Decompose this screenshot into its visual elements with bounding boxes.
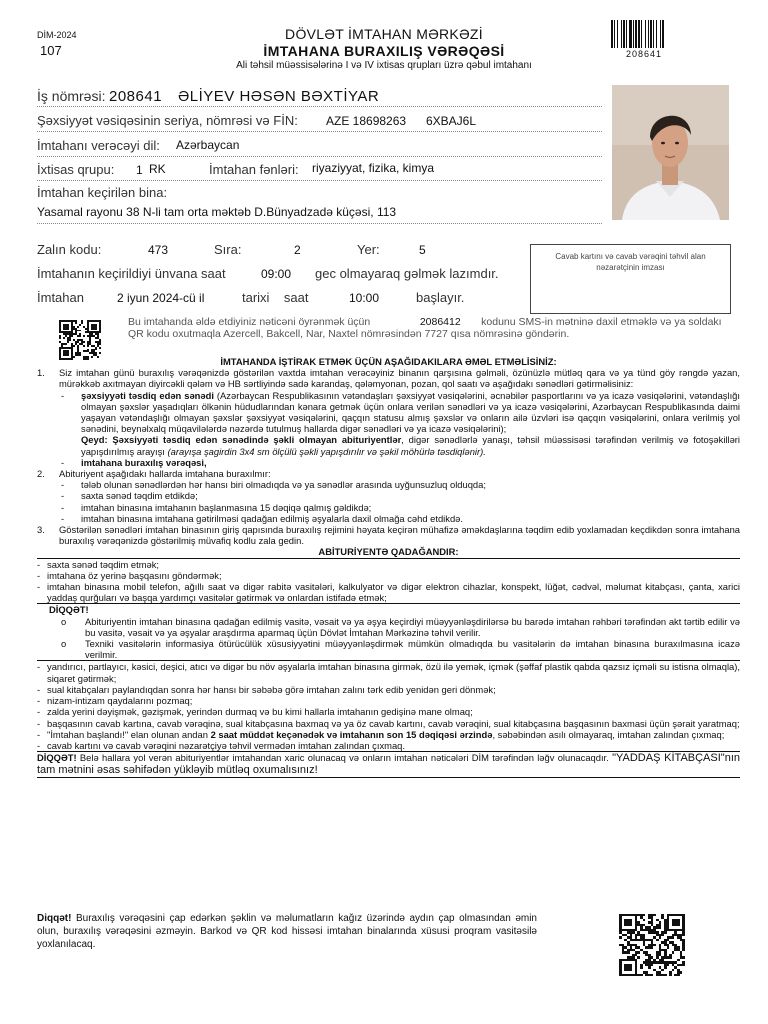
hall-code-label: Zalın kodu: xyxy=(37,242,102,257)
ban-3: - imtahan binasına mobil telefon, ağıllı saat və digər rabitə vasitələri, kalkulyator və digər elektron cihazlar, konspekt, lüğət, cədvəl, məlumat kitabçası, çanta, xarici yaddaş qurğuları və başqa yardımçı vasitələr gətirmək və onlardan istifadə etmək; xyxy=(37,581,740,604)
group-label: İxtisas qrupu: xyxy=(37,162,115,177)
ban-7-text: zalda yerini dəyişmək, gəzişmək, yerindən durmaq və bu kimi hallarla imtahanın gedişinə mane olmaq; xyxy=(47,706,473,718)
rule-2: 2. Abituriyent aşağıdakı hallarda imtahana buraxılmır: xyxy=(37,468,271,480)
footer-bold: Diqqət! xyxy=(37,913,72,924)
barcode xyxy=(611,20,677,59)
language-value: Azərbaycan xyxy=(176,138,240,152)
rule-1a: - şəxsiyyəti təsdiq edən sənədi (Azərbaycan Respublikasının vətəndaşları şəxsiyyət vəsiqələrini, əcnəbilər pasportlarını və ya icazə vəsiqələrini, vətəndaşlığı olmayan şəxslər yaşadıqları ölkənin hüdudlarından kənara getmək üçün onlara verilən sənədləri və ya icazə vəsiqələrini, Azərbaycan Respublikasında daimi yaşayan vətəndaşlığı olmayan şəxslər şəxsiyyət vəsiqələrini, qaçqın statusu almış şəxslər və onların ailə üzvləri isə qaçqın vəsiqələrini, onlara verilmiş yol sənədini, beynəlxalq müqavilələrdə nəzərdə tutulmuş hallarda digər sənədləri və ya icazə vəsiqələrini); Qeyd: Şəxsiyyəti təsdiq edən sənədində şəkli olmayan abituriyentlər, digər sənədlərlə yanaşı, təhsil müəssisəsi tərəfindən verilmiş və fotoşəkilləri yapışdırılmış arayışı (arayışa şagirdin 3x4 sm ölçülü şəkli yapışdırılır və şəkil möhürlə təsdiqlənir). xyxy=(61,389,740,457)
rule-1a-text: (Azərbaycan Respublikasının vətəndaşları şəxsiyyət vəsiqələrini, əcnəbilər pasportlarını və ya icazə vəsiqələrini, vətəndaşlığı olmayan şəxslər yaşadıqları ölkənin hüdudlarından kənara getmək üçün onlara verilən sənədləri və ya icazə vəsiqələrini, Azərbaycan Respublikasında daimi yaşayan vətəndaşlığı olmayan şəxslər şəxsiyyət vəsiqələrini, qaçqın statusu almış şəxslər və onların ailə üzvləri isə qaçqın vəsiqələrini, onlara verilmiş yol sənədini, beynəlxalq müqavilələrdə nəzərdə tutulmuş hallarda digər sənədləri və ya icazə vəsiqələrini); xyxy=(81,389,740,435)
divider-line xyxy=(37,106,602,107)
seat-value: 5 xyxy=(419,243,426,257)
qr-code-footer[interactable] xyxy=(619,914,685,976)
candidate-name: ƏLİYEV HƏSƏN BƏXTİYAR xyxy=(178,88,380,105)
job-number: 208641 xyxy=(109,88,163,105)
arrive-label: İmtahanın keçirildiyi ünvana saat xyxy=(37,266,226,281)
ban-1-text: saxta sənəd təqdim etmək; xyxy=(47,558,160,570)
sms-info xyxy=(128,316,728,340)
sms-info-pre: Bu imtahanda əldə etdiyiniz nəticəni öyrənmək üçün xyxy=(128,316,371,328)
arrive-suffix: gec olmayaraq gəlmək lazımdır. xyxy=(315,266,499,281)
row-value: 2 xyxy=(294,243,301,257)
final-warning-bold: DİQQƏT! xyxy=(37,752,77,764)
ban-9-post: , səbəbindən asılı olmayaraq, imtahan zalından çıxmaq; xyxy=(492,728,725,740)
attention-2: o Texniki vasitələrin informasiya ötürücülük xüsusiyyətini müəyyənləşdirmək mümkün olmadıqda bu vasitələrin də imtahan binasına buraxılmasına icazə verilmir. xyxy=(61,638,740,661)
barcode-number: 208641 xyxy=(625,49,663,59)
hall-code: 473 xyxy=(148,243,169,257)
ban-10: - cavab kartını və cavab vərəqini nəzarətçiyə təhvil vermədən imtahan zalından çıxmaq. xyxy=(37,739,405,751)
id-label: Şəxsiyyət vəsiqəsinin seriya, nömrəsi və FİN: xyxy=(37,113,298,128)
seat-label: Yer: xyxy=(357,242,380,257)
ban-8-text: başqasının cavab kartına, cavab vərəqinə, sual kitabçasına baxmaq və ya öz cavab kartını, cavab vərəqini, sual kitabçasına başqasının baxmasi üçün şərait yaratmaq; xyxy=(47,717,740,729)
arrive-time: 09:00 xyxy=(261,267,292,281)
row-label: Sıra: xyxy=(214,242,242,257)
id-value: AZE 18698263 xyxy=(326,114,407,128)
rule-3-text: Göstərilən sənədləri imtahan binasının giriş qapısında buraxılış rejimini həyata keçirən mühafizə əməkdaşlarına təqdim edib yoxlamadan keçdikdən sonra imtahana buraxılış vərəqənizdə göstərilmiş müvafiq kodlu zala gedin. xyxy=(59,524,740,547)
ban-2-text: imtahana öz yerinə başqasını göndərmək; xyxy=(47,569,222,581)
organization-name: DÖVLƏT İMTAHAN MƏRKƏZİ xyxy=(285,26,483,42)
rule-1a-bold: şəxsiyyəti təsdiq edən sənədi xyxy=(81,389,214,401)
ban-9-pre: "İmtahan başlandı!" elan olunan andan xyxy=(47,728,211,740)
candidate-photo xyxy=(612,85,729,220)
rule-1-note-text: , digər sənədlərlə yanaşı, təhsil müəssisəsi tərəfindən verilmiş və fotoşəkilləri yapışdırılmış arayışı xyxy=(81,434,740,457)
footer-notice xyxy=(37,912,537,951)
group-value: 1 xyxy=(136,163,143,177)
footer-text: Buraxılış vərəqəsini çap edərkən şəklin və məlumatların kağız üzərində aydın çap olmasından əmin olun, buraxılış vərəqəsini əzməyin. Barkod və QR kod hissəsi imtahan binalarında xüsusi proqram vasitəsilə yoxlanılacaq. xyxy=(37,913,537,950)
language-label: İmtahanı verəcəyi dil: xyxy=(37,138,160,153)
ban-4-text: yandırıcı, partlayıcı, kəsici, deşici, atıcı və digər bu növ əşyalarla imtahan binasına girmək, özü ilə yemək, içmək (şəffaf plastik qabda qazsız içməli su istisna olmaqla), siqaret gətirmək; xyxy=(47,661,740,684)
rule-2b-text: saxta sənəd təqdim etdikdə; xyxy=(81,490,198,502)
job-number-label: İş nömrəsi: xyxy=(37,88,106,104)
ban-heading: ABİTURİYENTƏ QADAĞANDIR: xyxy=(318,546,459,558)
group-sub: RK xyxy=(149,162,166,176)
divider-line xyxy=(37,180,602,181)
building-label: İmtahan keçirilən bina: xyxy=(37,185,168,200)
ban-9: - "İmtahan başlandı!" elan olunan andan 2 saat müddət keçənədək və imtahanın son 15 dəqiqəsi ərzində, səbəbindən asılı olmayaraq, imtahan zalından çıxmaq; xyxy=(37,728,725,740)
ban-5: - sual kitabçaları paylandıqdan sonra hər hansı bir səbəbə görə imtahan zalını tərk edib yenidən geri dönmək; xyxy=(37,683,496,695)
ban-10-text: cavab kartını və cavab vərəqini nəzarətçiyə təhvil vermədən imtahan zalından çıxmaq. xyxy=(47,739,405,751)
final-warning xyxy=(37,752,740,776)
document-title: İMTAHANA BURAXILIŞ VƏRƏQƏSİ xyxy=(263,43,505,59)
attention-1-text: Abituriyentin imtahan binasına qadağan edilmiş vasitə, vəsait və ya əşya keçirdiyi müəyyənləşdirilərsə bu barədə imtahan rəhbəri tərəfindən akt tərtib edilir və bu vasitə, vəsait və ya əşyalar araşdırma aparmaq üçün Dövlət İmtahan Mərkəzinə təhvil verilir. xyxy=(85,615,740,638)
rule-1-note-italic: (arayışa şagirdin 3x4 sm ölçülü şəkli yapışdırılır və şəkil möhürlə təsdiqlənir). xyxy=(167,445,486,457)
exam-date-mid: tarixi saat xyxy=(242,290,309,305)
attention-2-text: Texniki vasitələrin informasiya ötürücülük xüsusiyyətini müəyyənləşdirmək mümkün olmadıqda bu vasitələrin də imtahan binasına buraxılmasına icazə verilmir. xyxy=(85,638,740,661)
rules-section xyxy=(37,356,740,778)
building-value: Yasamal rayonu 38 N-li tam orta məktəb D.Bünyadzadə küçəsi, 113 xyxy=(37,205,397,219)
signature-box-label: Cavab kartını və cavab vərəqini təhvil alan nəzarətçinin imzası xyxy=(555,252,706,272)
ban-3-text: imtahan binasına mobil telefon, ağıllı saat və digər rabitə vasitələri, kalkulyator və digər elektron cihazlar, konspekt, lüğət, cədvəl, məlumat kitabçası, çanta, xarici yaddaş qurğuları və başqa yardımçı vasitələr gətirmək və onlardan istifadə etmək; xyxy=(47,581,740,604)
exam-start-suffix: başlayır. xyxy=(416,290,465,305)
rule-2d-text: imtahan binasına imtahana gətirilməsi qadağan edilmiş əşyalarla daxil olmağa cəhd etdikdə. xyxy=(81,512,463,524)
attention-heading: DİQQƏT! xyxy=(49,604,89,616)
ban-5-text: sual kitabçaları paylandıqdan sonra hər hansı bir səbəbə görə imtahan zalını tərk edib yenidən geri dönmək; xyxy=(47,683,496,695)
rule-1b: - imtahana buraxılış vərəqəsi, xyxy=(61,456,207,468)
sms-code: 2086412 xyxy=(419,316,461,328)
rule-1: 1. Siz imtahan günü buraxılış vərəqənizdə göstərilən vaxtda imtahan verəcəyiniz binanın qarşısına gəlməli, özünüzlə mütləq qara və ya tünd göy rəngdə yazan, mürəkkəb axıtmayan diyircəkli qələm və HB sərtliyində sadə karandaş, qələmyonan, pozan, qol saatı və aşağıdakı sənədləri gətirməlisiniz: xyxy=(37,367,740,390)
document-subtitle: Ali təhsil müəssisələrinə I və IV ixtisas qrupları üzrə qəbul imtahanı xyxy=(236,60,532,71)
doc-code: DİM-2024 xyxy=(37,30,77,40)
qr-code-sms[interactable] xyxy=(59,320,101,360)
divider-line xyxy=(37,223,602,224)
divider-line xyxy=(37,131,602,132)
divider-line xyxy=(37,156,602,157)
subjects-value: riyaziyyat, fizika, kimya xyxy=(312,161,435,175)
final-warning-emphasis: "YADDAŞ KİTABÇASI"nın tam mətnini əsas səhifədən yükləyib mütləq oxumalısınız! xyxy=(37,752,740,777)
doc-number: 107 xyxy=(40,43,62,58)
rule-2a: - tələb olunan sənədlərdən hər hansı biri olmadıqda və ya sənədlər arasında uyğunsuzluq olduqda; xyxy=(61,479,486,491)
rule-1-note-bold: Qeyd: Şəxsiyyəti təsdiq edən sənədində şəkli olmayan abituriyentlər xyxy=(81,434,402,446)
exam-start-time: 10:00 xyxy=(349,291,380,305)
sms-info-post: kodunu SMS-in mətninə daxil etməklə və ya soldakı QR kodu oxutmaqla Azercell, Bakcell, Nar, Naxtel nömrəsindən 7727 qısa nömrəsinə göndərin. xyxy=(128,316,722,340)
rule-2c-text: imtahan binasına imtahanın başlanmasına 15 dəqiqə qalmış gəldikdə; xyxy=(81,501,372,513)
rule-2-text: Abituriyent aşağıdakı hallarda imtahana buraxılmır: xyxy=(59,468,271,480)
signature-box xyxy=(530,244,731,314)
subjects-label: İmtahan fənləri: xyxy=(209,162,299,177)
ban-1: - saxta sənəd təqdim etmək; xyxy=(37,558,160,570)
ban-7: - zalda yerini dəyişmək, gəzişmək, yerindən durmaq və bu kimi hallarla imtahanın gedişinə mane olmaq; xyxy=(37,706,473,718)
ban-9-bold: 2 saat müddət keçənədək və imtahanın son 15 dəqiqəsi ərzində xyxy=(210,728,493,740)
rule-3: 3. Göstərilən sənədləri imtahan binasının giriş qapısında buraxılış rejimini həyata keçirən mühafizə əməkdaşlarına təqdim edib yoxlamadan keçdikdən sonra imtahana buraxılış vərəqənizdə göstərilmiş müvafiq kodlu zala gedin. xyxy=(37,524,740,547)
ban-6-text: nizam-intizam qaydalarını pozmaq; xyxy=(47,695,193,707)
rules-end-divider xyxy=(37,777,740,778)
exam-label: İmtahan xyxy=(37,290,84,305)
rule-2b: - saxta sənəd təqdim etdikdə; xyxy=(61,490,198,502)
ban-6: - nizam-intizam qaydalarını pozmaq; xyxy=(37,695,193,707)
rule-2c: - imtahan binasına imtahanın başlanmasına 15 dəqiqə qalmış gəldikdə; xyxy=(61,501,372,513)
ban-2: - imtahana öz yerinə başqasını göndərmək; xyxy=(37,569,222,581)
ban-8: - başqasının cavab kartına, cavab vərəqinə, sual kitabçasına baxmaq və ya öz cavab kartını, cavab vərəqini, sual kitabçasına başqasının baxmasi üçün şərait yaratmaq; xyxy=(37,717,740,729)
barcode-bars xyxy=(611,20,677,48)
rule-2d: - imtahan binasına imtahana gətirilməsi qadağan edilmiş əşyalarla daxil olmağa cəhd etdikdə. xyxy=(61,512,463,524)
portrait-image xyxy=(612,85,729,220)
ban-4: - yandırıcı, partlayıcı, kəsici, deşici, atıcı və digər bu növ əşyalarla imtahan binasına girmək, özü ilə yemək, içmək (şəffaf plastik qabda qazsız içməli su istisna olmaqla), siqaret gətirmək; xyxy=(37,661,740,684)
rules-heading: İMTAHANDA İŞTİRAK ETMƏK ÜÇÜN AŞAĞIDAKILARA ƏMƏL ETMƏLİSİNİZ: xyxy=(220,356,557,367)
rule-1b-text: imtahana buraxılış vərəqəsi, xyxy=(81,456,207,468)
fin-value: 6XBAJ6L xyxy=(426,114,477,128)
attention-1: o Abituriyentin imtahan binasına qadağan edilmiş vasitə, vəsait və ya əşya keçirdiyi müəyyənləşdirilərsə bu barədə imtahan rəhbəri tərəfindən akt tərtib edilir və bu vasitə, vəsait və ya əşyalar araşdırma aparmaq üçün Dövlət İmtahan Mərkəzinə təhvil verilir. xyxy=(61,615,740,638)
final-warning-text: Belə hallara yol verən abituriyentlər imtahandan xaric olunacaq və onların imtahan nəticələri DİM tərəfindən ləğv olunacaqdır. xyxy=(76,752,613,764)
rule-2a-text: tələb olunan sənədlərdən hər hansı biri olmadıqda və ya sənədlər arasında uyğunsuzluq olduqda; xyxy=(81,479,486,491)
rule-1-text: Siz imtahan günü buraxılış vərəqənizdə göstərilən vaxtda imtahan verəcəyiniz binanın qarşısına gəlməli, özünüzlə mütləq qara və ya tünd göy rəngdə yazan, mürəkkəb axıtmayan diyircəkli qələm və HB sərtliyində sadə karandaş, qələmyonan, pozan, qol saatı və aşağıdakı sənədləri gətirməlisiniz: xyxy=(59,367,740,390)
exam-date: 2 iyun 2024-cü il xyxy=(117,291,205,305)
